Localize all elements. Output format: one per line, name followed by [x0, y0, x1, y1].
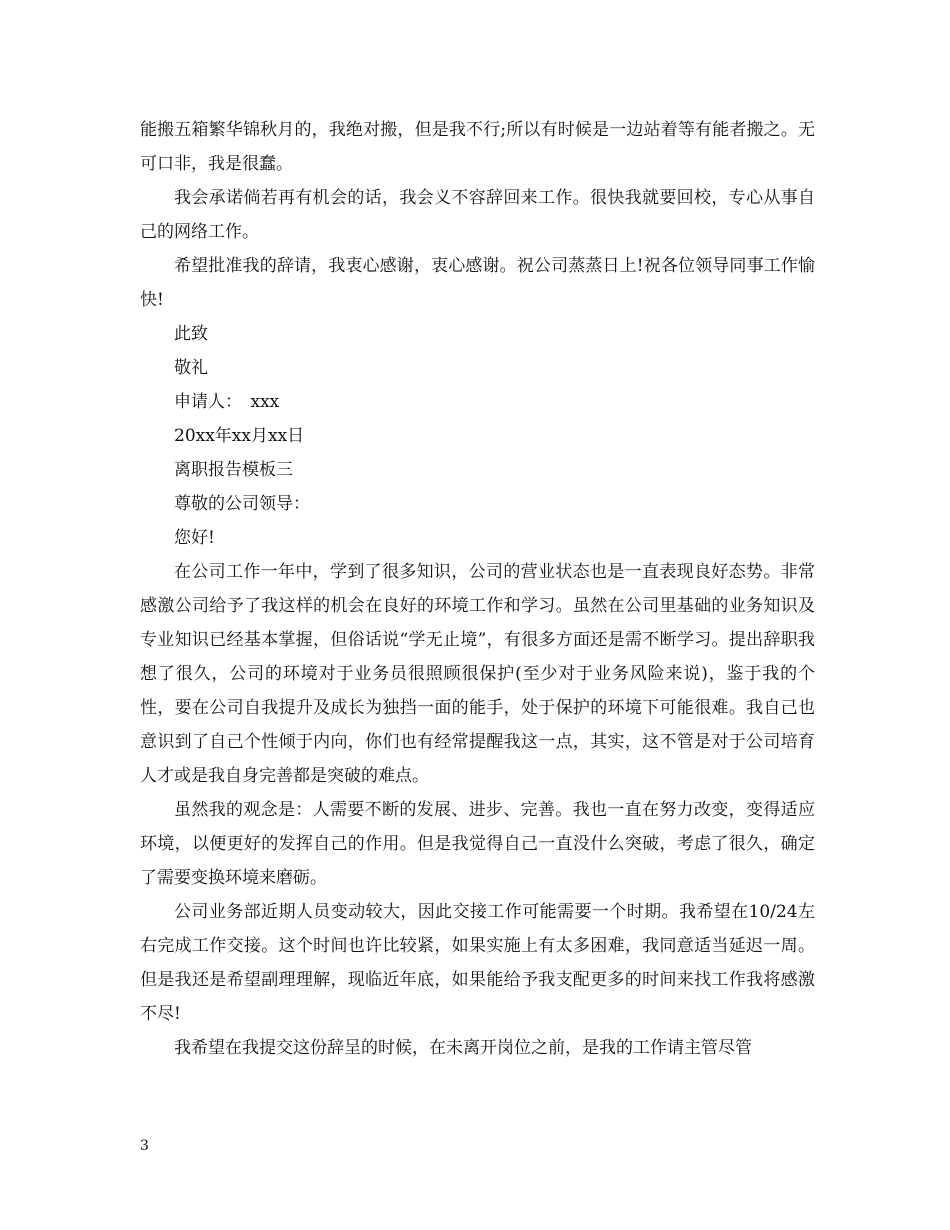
paragraph-6: 公司业务部近期人员变动较大，因此交接工作可能需要一个时期。我希望在10/24左右完成工作交接。这个时间也许比较紧，如果实施上有太多困难，我同意适当延迟一周。但是我还是希望副理理解，现临近年底，如果能给予我支配更多的时间来找工作我将感激不尽!	[140, 902, 815, 1024]
closing-line: 此致	[174, 324, 208, 344]
paragraph-7: 我希望在我提交这份辞呈的时候，在未离开岗位之前，是我的工作请主管尽管	[174, 1038, 752, 1058]
document-body	[140, 113, 815, 1065]
paragraph-3: 希望批准我的辞请，我衷心感谢，衷心感谢。祝公司蒸蒸日上!祝各位领导同事工作愉快!	[140, 256, 815, 310]
applicant-line: 申请人： xxx	[174, 392, 280, 412]
paragraph-2: 我会承诺倘若再有机会的话，我会义不容辞回来工作。很快我就要回校，专心从事自己的网络工作。	[140, 188, 815, 242]
section-title: 离职报告模板三	[174, 460, 293, 480]
paragraph-1: 能搬五箱繁华锦秋月的，我绝对搬，但是我不行;所以有时候是一边站着等有能者搬之。无可口非，我是很蠢。	[140, 120, 815, 174]
greeting-line: 您好!	[174, 528, 215, 548]
salutation-line: 敬礼	[174, 358, 208, 378]
greeting-recipient: 尊敬的公司领导：	[174, 494, 310, 514]
paragraph-4: 在公司工作一年中，学到了很多知识，公司的营业状态也是一直表现良好态势。非常感激公司给予了我这样的机会在良好的环境工作和学习。虽然在公司里基础的业务知识及专业知识已经基本掌握，但俗话说“学无止境”，有很多方面还是需不断学习。提出辞职我想了很久，公司的环境对于业务员很照顾很保护(至少对于业务风险来说)，鉴于我的个性，要在公司自我提升及成长为独挡一面的能手，处于保护的环境下可能很难。我自己也意识到了自己个性倾于内向，你们也有经常提醒我这一点，其实，这不管是对于公司培育人才或是我自身完善都是突破的难点。	[140, 562, 815, 786]
paragraph-5: 虽然我的观念是：人需要不断的发展、进步、完善。我也一直在努力改变，变得适应环境，以便更好的发挥自己的作用。但是我觉得自己一直没什么突破，考虑了很久，确定了需要变换环境来磨砺。	[140, 800, 815, 888]
page-number: 3	[140, 1138, 149, 1154]
date-line: 20xx年xx月xx日	[174, 426, 305, 446]
